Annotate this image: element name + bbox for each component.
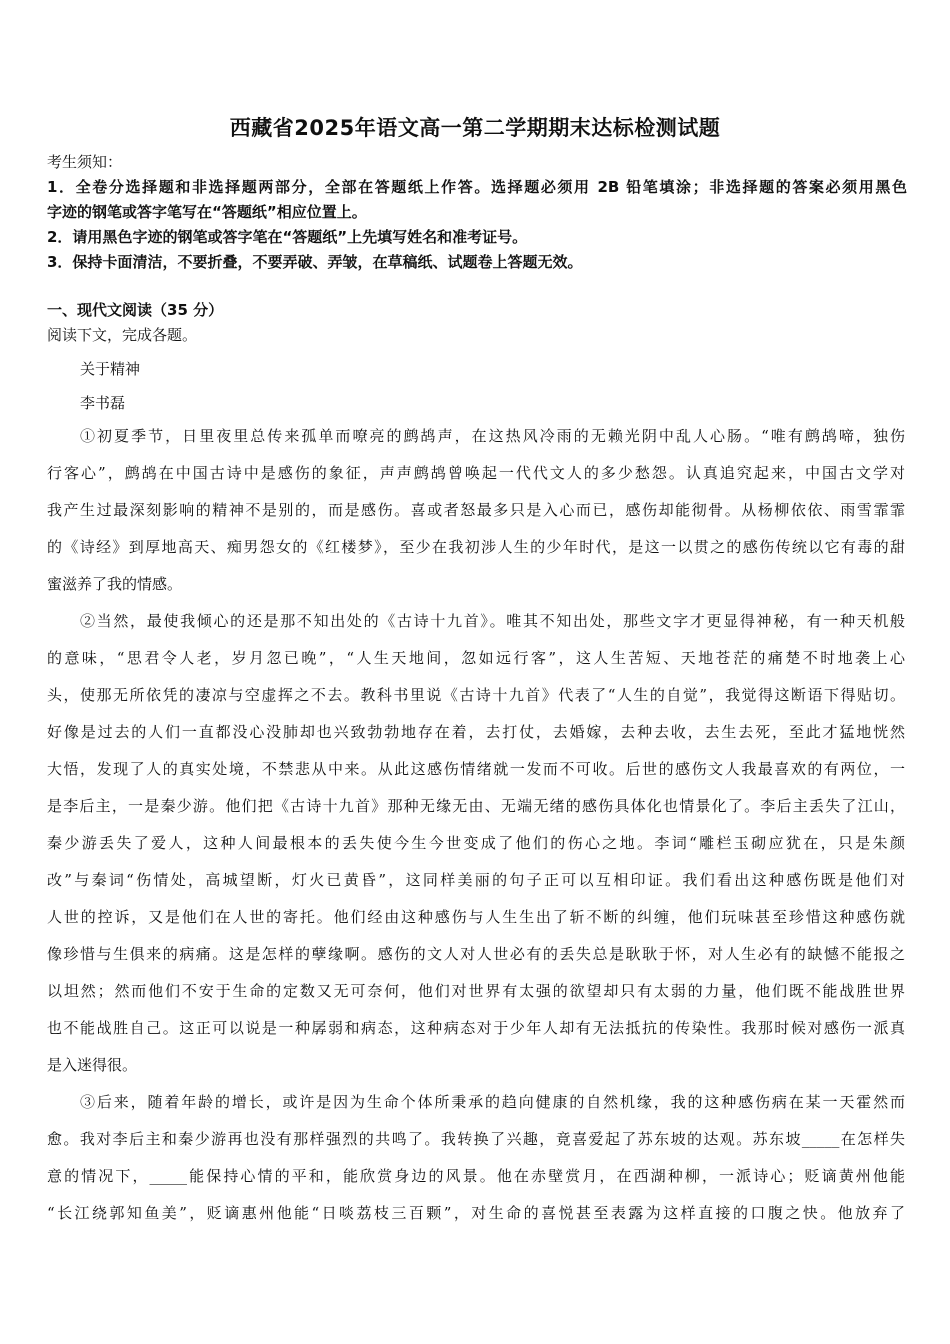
paragraph-line: 是入迷得很。 [47,1056,138,1074]
paragraph-line: ②当然，最使我倾心的还是那不知出处的《古诗十九首》。唯其不知出处，那些文字才更显得神秘，有一种天机般 [80,612,905,630]
paragraph-line: ①初夏季节，日里夜里总传来孤单而嘹亮的鹧鸪声，在这热风冷雨的无赖光阴中乱人心肠。“唯有鹧鸪啼，独伤 [80,427,905,445]
section-heading: 一、现代文阅读（35 分） [47,301,224,319]
notice-line: 3．保持卡面清洁，不要折叠，不要弄破、弄皱，在草稿纸、试题卷上答题无效。 [47,253,583,271]
article-author: 李书磊 [80,394,126,412]
notice-heading: 考生须知： [47,153,123,171]
paragraph-3 [47,1084,905,1232]
paragraph-line: 秦少游丢失了爱人，这种人间最根本的丢失使今生今世变成了他们的伤心之地。李词“雕栏玉砌应犹在，只是朱颜 [47,834,905,852]
page-title: 西藏省2025年语文高一第二学期期末达标检测试题 [229,116,721,140]
exam-notice [47,150,907,275]
paragraph-line: 以坦然；然而他们不安于生命的定数又无可奈何，他们对世界有太强的欲望却只有太弱的力量，他们既不能战胜世界 [47,982,905,1000]
paragraph-line: 意的情况下，_____能保持心情的平和，能欣赏身边的风景。他在赤壁赏月，在西湖种柳，一派诗心；贬谪黄州他能 [47,1167,905,1185]
paragraph-line: 也不能战胜自己。这正可以说是一种孱弱和病态，这种病态对于少年人却有无法抵抗的传染性。我那时候对感伤一派真 [47,1019,905,1037]
paragraph-line: 我产生过最深刻影响的精神不是别的，而是感伤。喜或者怒最多只是入心而已，感伤却能彻骨。从杨柳依依、雨雪霏霏 [47,501,905,519]
paragraph-line: 好像是过去的人们一直都没心没肺却也兴致勃勃地存在着，去打仗，去婚嫁，去种去收，去生去死，至此才猛地恍然 [47,723,905,741]
paragraph-line: 的《诗经》到厚地高天、痴男怨女的《红楼梦》，至少在我初涉人生的少年时代，是这一以贯之的感伤传统以它有毒的甜 [47,538,905,556]
article-title: 关于精神 [80,360,141,378]
paragraph-line: “长江绕郭知鱼美”，贬谪惠州他能“日啖荔枝三百颗”，对生命的喜悦甚至表露为这样直接的口腹之快。他放弃了 [47,1204,905,1222]
paragraph-line: ③后来，随着年龄的增长，或许是因为生命个体所秉承的趋向健康的自然机缘，我的这种感伤病在某一天霍然而 [80,1093,905,1111]
paragraph-line: 大悟，发现了人的真实处境，不禁悲从中来。从此这感伤情绪就一发而不可收。后世的感伤文人我最喜欢的有两位，一 [47,760,905,778]
paragraph-line: 像珍惜与生俱来的病痛。这是怎样的孽缘啊。感伤的文人对人世必有的丢失总是耿耿于怀，对人生必有的缺憾不能报之 [47,945,905,963]
notice-line: 字迹的钢笔或答字笔写在“答题纸”相应位置上。 [47,203,367,221]
paragraph-line: 人世的控诉，又是他们在人世的寄托。他们经由这种感伤与人生生出了斩不断的纠缠，他们玩味甚至珍惜这种感伤就 [47,908,905,926]
paragraph-line: 头，使那无所依凭的凄凉与空虚挥之不去。教科书里说《古诗十九首》代表了“人生的自觉”，我觉得这断语下得贴切。 [47,686,905,704]
paragraph-line: 的意味，“思君令人老，岁月忽已晚”，“人生天地间，忽如远行客”，这人生苦短、天地苍茫的痛楚不时地袭上心 [47,649,905,667]
paragraph-line: 是李后主，一是秦少游。他们把《古诗十九首》那种无缘无由、无端无绪的感伤具体化也情景化了。李后主丢失了江山， [47,797,905,815]
section-intro: 阅读下文，完成各题。 [47,326,198,344]
paragraph-1 [47,418,905,603]
paragraph-line: 蜜滋养了我的情感。 [47,575,183,593]
paragraph-line: 行客心”，鹧鸪在中国古诗中是感伤的象征，声声鹧鸪曾唤起一代代文人的多少愁怨。认真追究起来，中国古文学对 [47,464,905,482]
notice-line: 1．全卷分选择题和非选择题两部分，全部在答题纸上作答。选择题必须用 2B 铅笔填涂；非选择题的答案必须用黑色 [47,178,907,196]
notice-line: 2．请用黑色字迹的钢笔或答字笔在“答题纸”上先填写姓名和准考证号。 [47,228,528,246]
paragraph-line: 愈。我对李后主和秦少游再也没有那样强烈的共鸣了。我转换了兴趣，竟喜爱起了苏东坡的达观。苏东坡_____在怎样失 [47,1130,905,1148]
paragraph-line: 改”与秦词“伤情处，高城望断，灯火已黄昏”，这同样美丽的句子正可以互相印证。我们看出这种感伤既是他们对 [47,871,905,889]
paragraph-2 [47,603,905,1084]
